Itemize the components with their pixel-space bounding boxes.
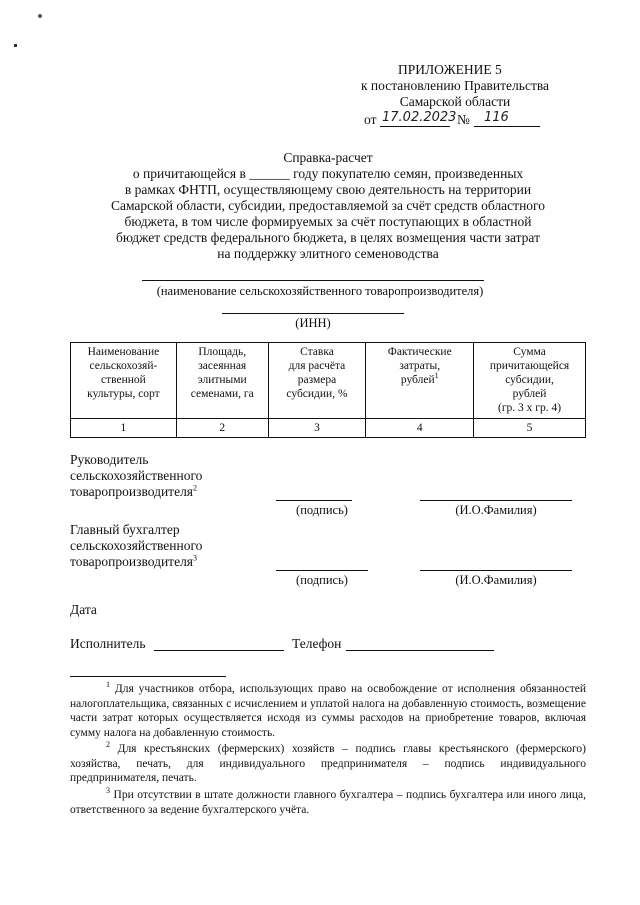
appendix-title: ПРИЛОЖЕНИЕ 5 [398, 62, 502, 77]
header-costs: Фактические затраты, рублей$^1$ [366, 343, 474, 419]
footnote-text: При отсутствии в штате должности главного бухгалтера – подпись бухгалтера или иного лица, ответственного за ведение бухгалтерского учёта. [70, 789, 587, 816]
producer-caption: (наименование сельскохозяйственного товаропроизводителя) [156, 284, 484, 298]
executor-label: Исполнитель [70, 636, 146, 651]
header-rate: Ставка для расчёта размера субсидии, % [268, 343, 366, 419]
producer-name-line [142, 280, 484, 281]
footnote-number: 3 [106, 786, 110, 796]
accountant-name-line [420, 570, 572, 571]
appendix-line2: Самарской области [399, 94, 511, 109]
header-area: Площадь, засеянная элитными семенами, га [176, 343, 268, 419]
head-label: Руководитель сельскохозяйственного товаропроизводителя$^2$ [70, 452, 203, 499]
description-line: о причитающейся в ______ году покупателю семян, произведенных [132, 166, 524, 181]
date-label: Дата [70, 602, 97, 617]
footnote-separator [70, 676, 226, 677]
header-subsidy: Сумма причитающейся субсидии, рублей (гр. 3 х гр. 4) [474, 343, 586, 419]
appendix-line1: к постановлению Правительства [360, 78, 550, 93]
column-number: 3 [268, 419, 366, 438]
inn-caption: (ИНН) [295, 316, 331, 330]
description-line: на поддержку элитного семеноводства [217, 246, 439, 261]
description-line: Самарской области, субсидии, предоставляемой за счёт средств областного [110, 198, 545, 213]
head-sign-caption: (подпись) [296, 503, 348, 517]
footnote-3 [70, 788, 586, 817]
date-prefix: от [364, 112, 377, 127]
footnote-ref: 2 [193, 483, 198, 493]
accountant-label: Главный бухгалтер сельскохозяйственного товаропроизводителя$^3$ [70, 522, 203, 569]
column-number: 2 [176, 419, 268, 438]
footnote-2 [70, 742, 586, 786]
header-crop: Наименование сельскохозяй- ственной культуры, сорт [71, 343, 177, 419]
column-number: 4 [366, 419, 474, 438]
description-line: бюджет средств федерального бюджета, в целях возмещения части затрат [116, 230, 540, 245]
number-prefix: № [457, 112, 470, 127]
executor-line [154, 650, 284, 651]
footnote-text: Для крестьянских (фермерских) хозяйств – подпись главы крестьянского (фермерского) хозяйства, печать, для индивидуального предпринимателя – подпись индивидуального предпринимателя, печать. [70, 743, 586, 784]
head-name-caption: (И.О.Фамилия) [455, 503, 537, 517]
scan-speck [14, 44, 17, 47]
footnote-ref: 3 [193, 553, 198, 563]
handwritten-date: 17.02.2023 [382, 110, 457, 125]
date-underline [380, 126, 450, 127]
accountant-signature-line [276, 570, 368, 571]
head-name-line [420, 500, 572, 501]
footnote-ref: 1 [434, 371, 439, 381]
calculation-table [70, 342, 586, 438]
footnote-text: Для участников отбора, использующих право на освобождение от исполнения обязанностей налогоплательщика, связанных с исчислением и уплатой налога на добавленную стоимость, возмещение части затрат которых осуществляется исходя из суммы расходов на приобретение товаров, включая сумму налога на добавленную стоимость. [70, 683, 586, 739]
column-number: 1 [71, 419, 177, 438]
description [70, 166, 586, 262]
phone-label: Телефон [292, 636, 342, 651]
description-line: в рамках ФНТП, осуществляющему свою деятельность на территории [124, 182, 532, 197]
scan-speck [38, 14, 42, 18]
head-signature-line [276, 500, 352, 501]
table-number-row [71, 419, 586, 438]
handwritten-number: 116 [484, 110, 509, 125]
accountant-name-caption: (И.О.Фамилия) [455, 573, 537, 587]
footnote-number: 1 [106, 680, 110, 690]
table-header-row [71, 343, 586, 419]
number-underline [474, 126, 540, 127]
footnote-number: 2 [106, 740, 110, 750]
inn-line [222, 313, 404, 314]
description-line: бюджета, в том числе формируемых за счёт поступающих в областной [124, 214, 532, 229]
accountant-sign-caption: (подпись) [296, 573, 348, 587]
document-title: Справка-расчет [283, 150, 373, 165]
column-number: 5 [474, 419, 586, 438]
footnote-1 [70, 682, 586, 740]
phone-line [346, 650, 494, 651]
